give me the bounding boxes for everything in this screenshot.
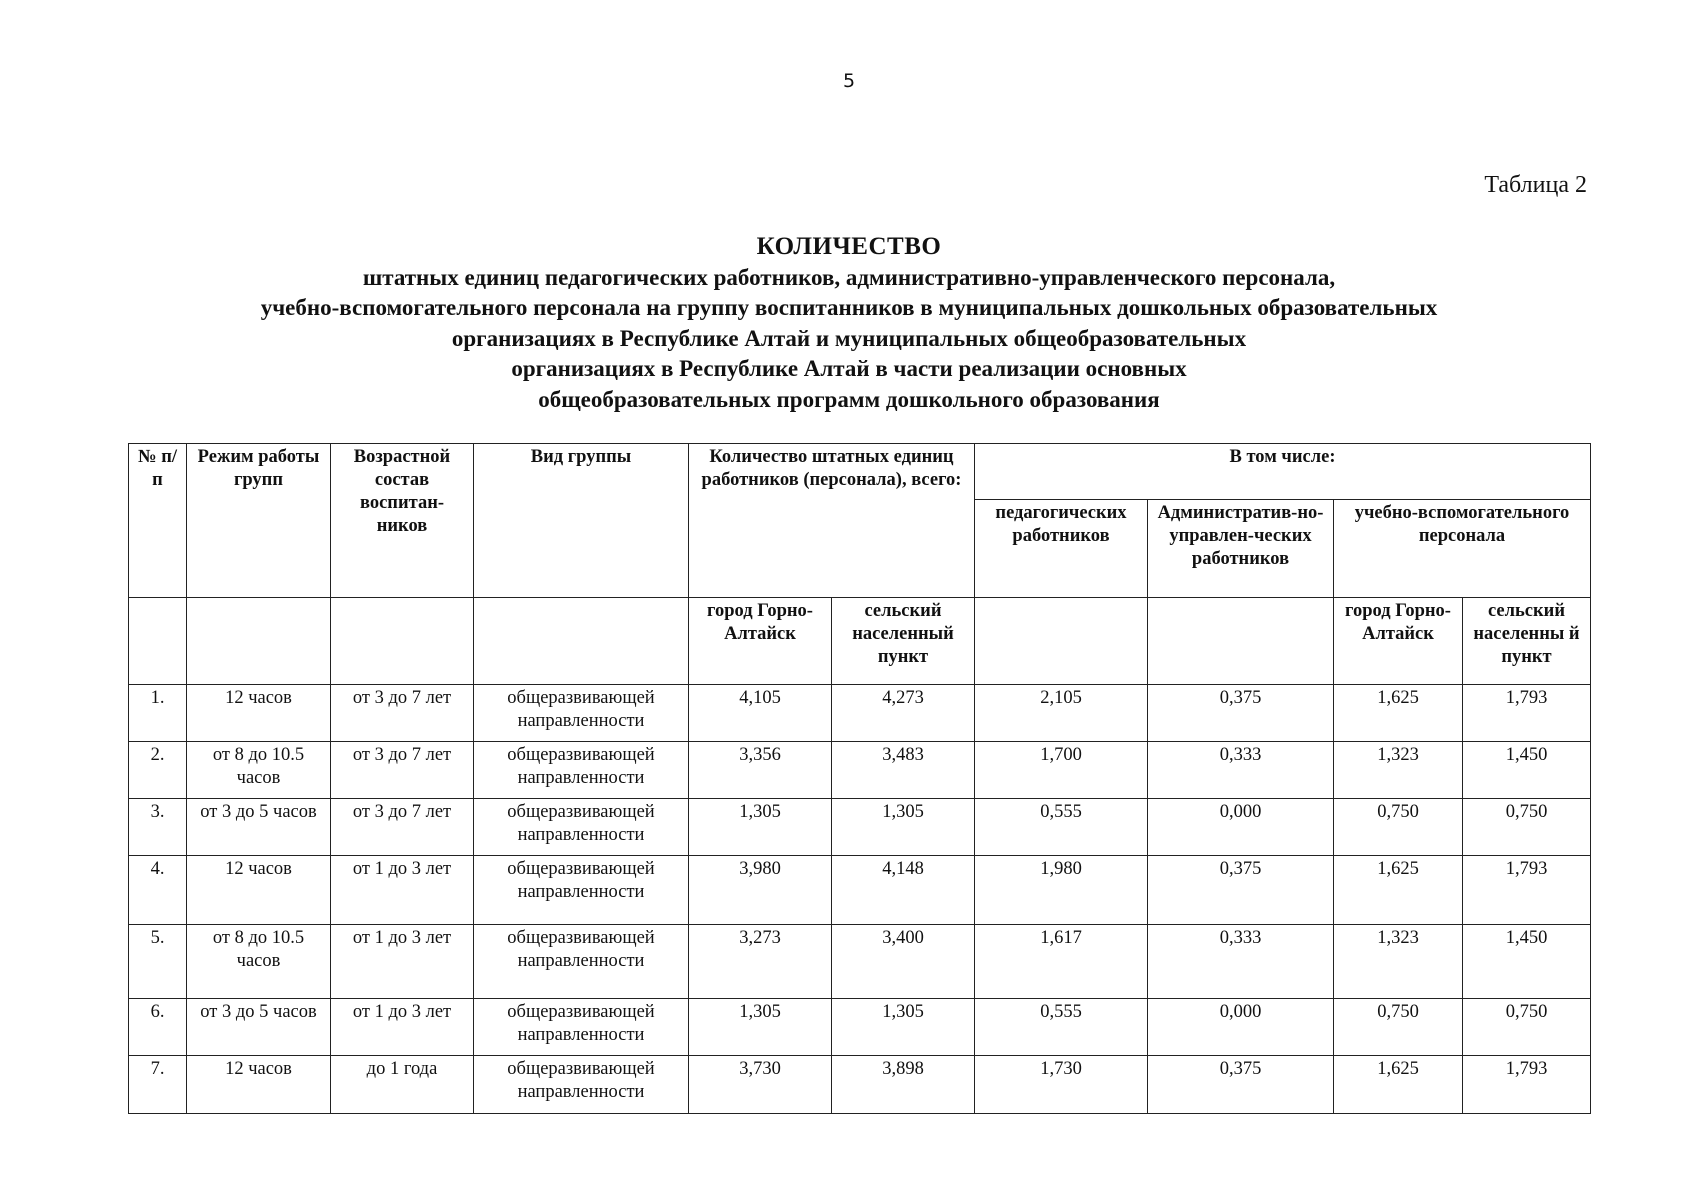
row-pedagogical: 1,980 xyxy=(975,856,1148,925)
header-including: В том числе: xyxy=(975,444,1591,500)
row-mode: 12 часов xyxy=(187,856,331,925)
row-support-city: 1,323 xyxy=(1334,742,1463,799)
document-title xyxy=(0,232,1698,415)
row-total-rural: 3,898 xyxy=(832,1056,975,1114)
header-pedagogical: педагогических работников xyxy=(975,500,1148,598)
header-support-city: город Горно-Алтайск xyxy=(1334,598,1463,685)
row-age: от 1 до 3 лет xyxy=(331,999,474,1056)
row-pedagogical: 1,700 xyxy=(975,742,1148,799)
row-mode: от 3 до 5 часов xyxy=(187,799,331,856)
row-age: от 3 до 7 лет xyxy=(331,799,474,856)
header-mode: Режим работы групп xyxy=(187,444,331,598)
row-group-type: общеразвивающей направленности xyxy=(474,999,689,1056)
row-age: от 3 до 7 лет xyxy=(331,685,474,742)
table-row xyxy=(129,799,1591,856)
title-line: организациях в Республике Алтай в части реализации основных xyxy=(511,356,1187,381)
table-row xyxy=(129,856,1591,925)
row-total-rural: 3,400 xyxy=(832,925,975,999)
row-num: 5. xyxy=(129,925,187,999)
row-pedagogical: 0,555 xyxy=(975,799,1148,856)
row-age: от 3 до 7 лет xyxy=(331,742,474,799)
title-line: учебно-вспомогательного персонала на группу воспитанников в муниципальных дошкольных образовательных xyxy=(260,295,1438,320)
header-support: учебно-вспомогательного персонала xyxy=(1334,500,1591,598)
row-group-type: общеразвивающей направленности xyxy=(474,742,689,799)
page-number: 5 xyxy=(842,70,856,92)
row-total-rural: 1,305 xyxy=(832,799,975,856)
header-empty xyxy=(975,598,1148,685)
header-total: Количество штатных единиц работников (персонала), всего: xyxy=(689,444,975,598)
header-num: № п/п xyxy=(129,444,187,598)
header-support-rural: сельский населенны й пункт xyxy=(1463,598,1591,685)
row-group-type: общеразвивающей направленности xyxy=(474,925,689,999)
row-num: 1. xyxy=(129,685,187,742)
row-num: 7. xyxy=(129,1056,187,1114)
header-empty xyxy=(129,598,187,685)
row-total-city: 3,356 xyxy=(689,742,832,799)
table-row xyxy=(129,999,1591,1056)
title-line: штатных единиц педагогических работников, административно-управленческого персонала, xyxy=(362,264,1336,290)
table-row xyxy=(129,925,1591,999)
row-mode: от 8 до 10.5 часов xyxy=(187,925,331,999)
row-admin: 0,000 xyxy=(1148,799,1334,856)
row-total-rural: 3,483 xyxy=(832,742,975,799)
header-total-rural: сельский населенный пункт xyxy=(832,598,975,685)
header-empty xyxy=(331,598,474,685)
row-pedagogical: 2,105 xyxy=(975,685,1148,742)
row-support-city: 1,625 xyxy=(1334,685,1463,742)
header-row-1 xyxy=(129,444,1591,500)
row-support-rural: 1,793 xyxy=(1463,685,1591,742)
row-support-city: 0,750 xyxy=(1334,799,1463,856)
row-num: 2. xyxy=(129,742,187,799)
row-admin: 0,375 xyxy=(1148,856,1334,925)
row-support-rural: 0,750 xyxy=(1463,999,1591,1056)
title-line: организациях в Республике Алтай и муниципальных общеобразовательных xyxy=(451,325,1247,351)
row-pedagogical: 1,730 xyxy=(975,1056,1148,1114)
header-row-3 xyxy=(129,598,1591,685)
row-support-rural: 1,793 xyxy=(1463,856,1591,925)
row-num: 4. xyxy=(129,856,187,925)
row-support-city: 1,625 xyxy=(1334,856,1463,925)
row-pedagogical: 1,617 xyxy=(975,925,1148,999)
row-mode: 12 часов xyxy=(187,685,331,742)
row-support-city: 1,625 xyxy=(1334,1056,1463,1114)
row-group-type: общеразвивающей направленности xyxy=(474,799,689,856)
row-num: 3. xyxy=(129,799,187,856)
header-empty xyxy=(1148,598,1334,685)
row-mode: от 3 до 5 часов xyxy=(187,999,331,1056)
row-group-type: общеразвивающей направленности xyxy=(474,856,689,925)
row-mode: 12 часов xyxy=(187,1056,331,1114)
row-total-rural: 4,273 xyxy=(832,685,975,742)
row-group-type: общеразвивающей направленности xyxy=(474,685,689,742)
row-support-rural: 1,450 xyxy=(1463,742,1591,799)
row-total-city: 3,730 xyxy=(689,1056,832,1114)
row-total-city: 1,305 xyxy=(689,999,832,1056)
title-line: общеобразовательных программ дошкольного образования xyxy=(538,386,1160,412)
row-admin: 0,333 xyxy=(1148,925,1334,999)
row-age: от 1 до 3 лет xyxy=(331,856,474,925)
row-support-city: 0,750 xyxy=(1334,999,1463,1056)
row-total-city: 3,273 xyxy=(689,925,832,999)
row-admin: 0,000 xyxy=(1148,999,1334,1056)
title-main: КОЛИЧЕСТВО xyxy=(756,233,942,260)
row-admin: 0,375 xyxy=(1148,685,1334,742)
row-total-city: 4,105 xyxy=(689,685,832,742)
row-admin: 0,375 xyxy=(1148,1056,1334,1114)
row-support-rural: 0,750 xyxy=(1463,799,1591,856)
table-row xyxy=(129,685,1591,742)
row-support-rural: 1,450 xyxy=(1463,925,1591,999)
row-total-city: 3,980 xyxy=(689,856,832,925)
row-pedagogical: 0,555 xyxy=(975,999,1148,1056)
table-row xyxy=(129,1056,1591,1114)
row-support-rural: 1,793 xyxy=(1463,1056,1591,1114)
staff-table xyxy=(128,443,1591,1114)
table-label: Таблица 2 xyxy=(1484,172,1587,198)
row-total-rural: 4,148 xyxy=(832,856,975,925)
row-num: 6. xyxy=(129,999,187,1056)
header-total-city: город Горно-Алтайск xyxy=(689,598,832,685)
row-age: до 1 года xyxy=(331,1056,474,1114)
header-empty xyxy=(187,598,331,685)
table-row xyxy=(129,742,1591,799)
row-group-type: общеразвивающей направленности xyxy=(474,1056,689,1114)
row-mode: от 8 до 10.5 часов xyxy=(187,742,331,799)
header-age: Возрастной состав воспитан-ников xyxy=(331,444,474,598)
row-support-city: 1,323 xyxy=(1334,925,1463,999)
header-group-type: Вид группы xyxy=(474,444,689,598)
row-total-rural: 1,305 xyxy=(832,999,975,1056)
header-empty xyxy=(474,598,689,685)
row-admin: 0,333 xyxy=(1148,742,1334,799)
header-admin: Административ-но-управлен-ческих работников xyxy=(1148,500,1334,598)
row-age: от 1 до 3 лет xyxy=(331,925,474,999)
row-total-city: 1,305 xyxy=(689,799,832,856)
